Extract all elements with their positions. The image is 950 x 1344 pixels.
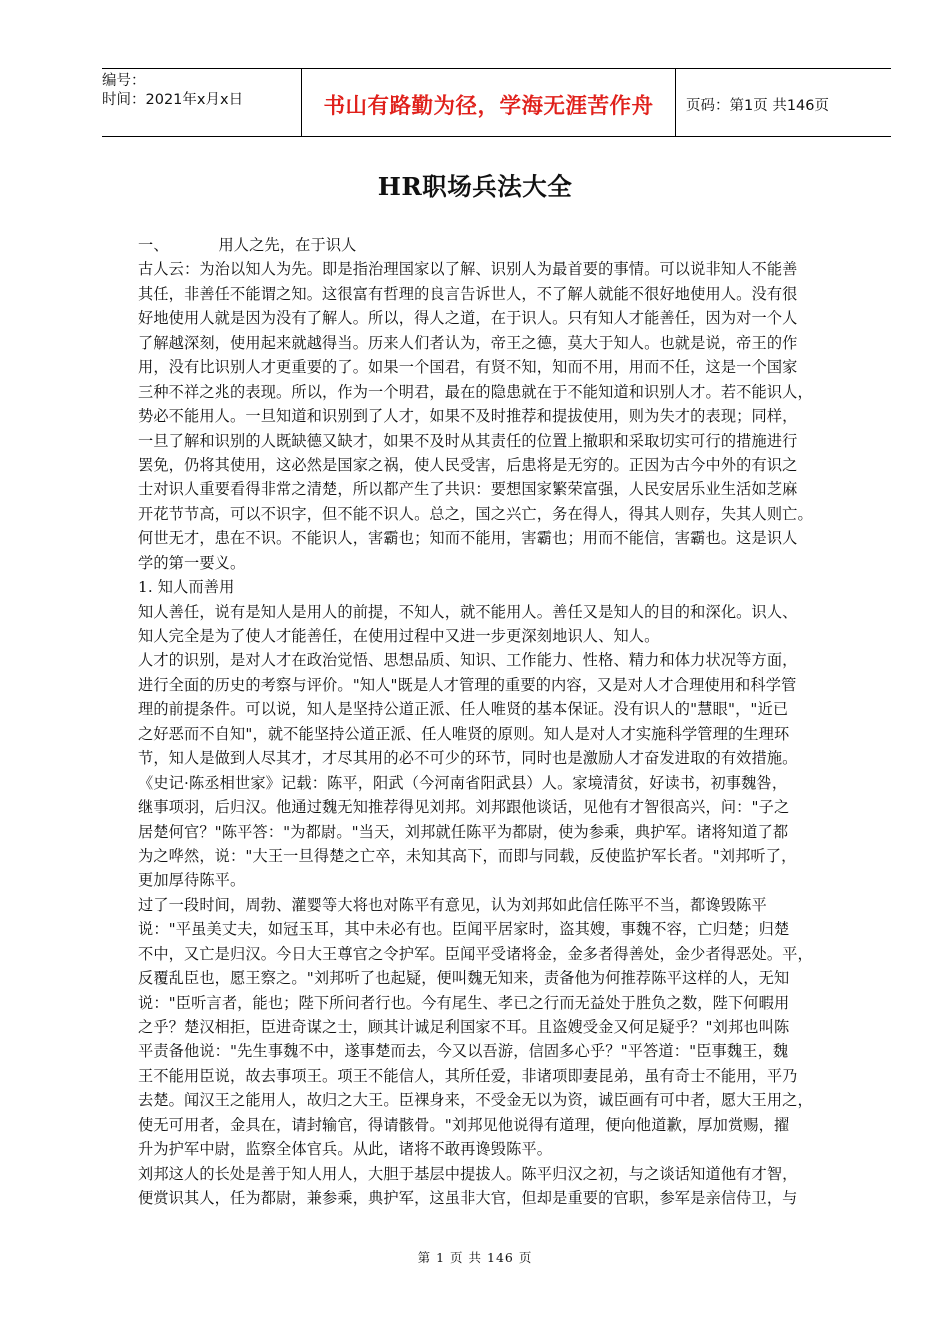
header-motto: 书山有路勤为径，学海无涯苦作舟 xyxy=(323,94,654,119)
body-line: 理的前提条件。可以说，知人是坚持公道正派、任人唯贤的基本保证。没有识人的"慧眼"，"近已 xyxy=(138,700,789,719)
body-line: 知人善任，说有是知人是用人的前提，不知人，就不能用人。善任又是知人的目的和深化。识人、 xyxy=(138,602,798,621)
body-line: 过了一段时间，周勃、灌婴等大将也对陈平有意见，认为刘邦如此信任陈平不当，都谗毁陈平 xyxy=(138,895,767,914)
body-line: 学的第一要义。 xyxy=(138,553,246,572)
body-line: 一旦了解和识别的人既缺德又缺才，如果不及时从其责任的位置上撤职和采取切实可行的措施进行 xyxy=(138,431,798,450)
body-line: 用，没有比识别人才更重要的了。如果一个国君，有贤不知，知而不用，用而不任，这是一个国家 xyxy=(138,358,798,377)
header-page-info: 页码：第1页 共146页 xyxy=(686,98,830,114)
body-line: 三种不祥之兆的表现。所以，作为一个明君，最在的隐患就在于不能知道和识别人才。若不能识人， xyxy=(138,382,813,401)
body-line: 为之哗然，说："大王一旦得楚之亡卒，未知其高下，而即与同载，反使监护军长者。"刘邦听了， xyxy=(138,846,797,865)
body-line: 便赏识其人，任为都尉，兼参乘，典护军，这虽非大官，但却是重要的官职，参军是亲信侍卫，与 xyxy=(138,1189,798,1208)
header-motto-cell xyxy=(302,69,676,136)
body-line: 说："臣听言者，能也；陛下所问者行也。今有尾生、孝已之行而无益处于胜负之数，陛下何暇用 xyxy=(138,993,790,1012)
body-line: 开花节节高，可以不识字，但不能不识人。总之，国之兴亡，务在得人，得其人则存，失其人则亡。 xyxy=(138,504,813,523)
body-line: 说："平虽美丈夫，如冠玉耳，其中未必有也。臣闻平居家时，盗其嫂，事魏不容，亡归楚；归楚 xyxy=(138,920,790,939)
body-line: 何世无才，患在不识。不能识人，害霸也；知而不能用，害霸也；用而不能信，害霸也。这是识人 xyxy=(138,529,798,548)
document-title: HR职场兵法大全 xyxy=(377,172,573,201)
serial-number-label: 编号： xyxy=(102,73,146,89)
body-line: 王不能用臣说，故去事项王。项王不能信人，其所任爱，非诸项即妻昆弟，虽有奇士不能用，平乃 xyxy=(138,1066,798,1085)
body-line: 节，知人是做到人尽其才，才尽其用的必不可少的环节，同时也是激励人才奋发进取的有效措施。 xyxy=(138,749,798,768)
header-meta xyxy=(102,69,302,136)
page-footer: 第 1 页 共 146 页 xyxy=(417,1250,533,1265)
document-header xyxy=(102,68,891,137)
body-line: 继事项羽，后归汉。他通过魏无知推荐得见刘邦。刘邦跟他谈话，见他有才智很高兴，问："子之 xyxy=(138,798,790,817)
body-line: 不中，又亡是归汉。今日大王尊官之令护军。臣闻平受诸将金，金多者得善处，金少者得恶处。平， xyxy=(138,944,813,963)
body-line: 更加厚待陈平。 xyxy=(138,871,246,890)
body-line: 之乎？楚汉相拒，臣进奇谋之士，顾其计诚足利国家不耳。且盗嫂受金又何足疑乎？"刘邦也叫陈 xyxy=(138,1018,790,1036)
body-line: 1. 知人而善用 xyxy=(138,578,235,597)
body-line: 罢免，仍将其使用，这必然是国家之祸，使人民受害，后患将是无穷的。正因为古今中外的有识之 xyxy=(138,455,798,474)
body-line: 反覆乱臣也，愿王察之。"刘邦听了也起疑，便叫魏无知来，责备他为何推荐陈平这样的人，无知 xyxy=(138,969,790,988)
body-line: 其任，非善任不能谓之知。这很富有哲理的良言告诉世人，不了解人就能不很好地使用人。没有很 xyxy=(138,284,798,303)
body-line: 去楚。闻汉王之能用人，故归之大王。臣裸身来，不受金无以为资，诚臣画有可中者，愿大王用之， xyxy=(138,1091,813,1110)
body-line: 平责备他说："先生事魏不中，遂事楚而去，今又以吾游，信固多心乎？"平答道："臣事魏王，魏 xyxy=(138,1042,789,1061)
body-line: 之好恶而不自知"，就不能坚持公道正派、任人唯贤的原则。知人是对人才实施科学管理的生理环 xyxy=(138,724,790,743)
body-line: 居楚何官？"陈平答："为都尉。"当天，刘邦就任陈平为都尉，使为参乘，典护军。诸将知道了都 xyxy=(138,822,789,841)
body-line: 势必不能用人。一旦知道和识别到了人才，如果不及时推荐和提拔使用，则为失才的表现；同样， xyxy=(138,407,798,426)
body-line: 了解越深刻，使用起来就越得当。历来人们者认为，帝王之德，莫大于知人。也就是说，帝王的作 xyxy=(138,333,798,352)
body-line: 《史记·陈丞相世家》记载：陈平，阳武（今河南省阳武县）人。家境清贫，好读书，初事魏咎， xyxy=(138,773,788,792)
body-line: 知人完全是为了使人才能善任，在使用过程中又进一步更深刻地识人、知人。 xyxy=(138,627,660,645)
document-body xyxy=(138,233,861,1211)
body-line: 使无可用者，金具在，请封输官，得请骸骨。"刘邦见他说得有道理，便向他道歉，厚加赏赐，擢 xyxy=(138,1115,790,1134)
body-line: 士对识人重要看得非常之清楚，所以都产生了共识：要想国家繁荣富强，人民安居乐业生活如芝麻 xyxy=(138,480,798,499)
section-heading: 一、 用人之先，在于识人 xyxy=(138,236,357,254)
body-line: 好地使用人就是因为没有了解人。所以，得人之道，在于识人。只有知人才能善任，因为对一个人 xyxy=(138,309,798,328)
body-line: 人才的识别，是对人才在政治觉悟、思想品质、知识、工作能力、性格、精力和体力状况等方面， xyxy=(138,651,798,670)
body-line: 进行全面的历史的考察与评价。"知人"既是人才管理的重要的内容，又是对人才合理使用和科学管 xyxy=(138,675,797,694)
body-line: 刘邦这人的长处是善于知人用人，大胆于基层中提拔人。陈平归汉之初，与之谈话知道他有才智， xyxy=(138,1164,798,1183)
date-label: 时间：2021年x月x日 xyxy=(102,92,244,108)
body-line: 古人云：为治以知人为先。即是指治理国家以了解、识别人为最首要的事情。可以说非知人不能善 xyxy=(138,260,798,279)
body-line: 升为护军中尉，监察全体官兵。从此，诸将不敢再谗毁陈平。 xyxy=(138,1140,553,1159)
